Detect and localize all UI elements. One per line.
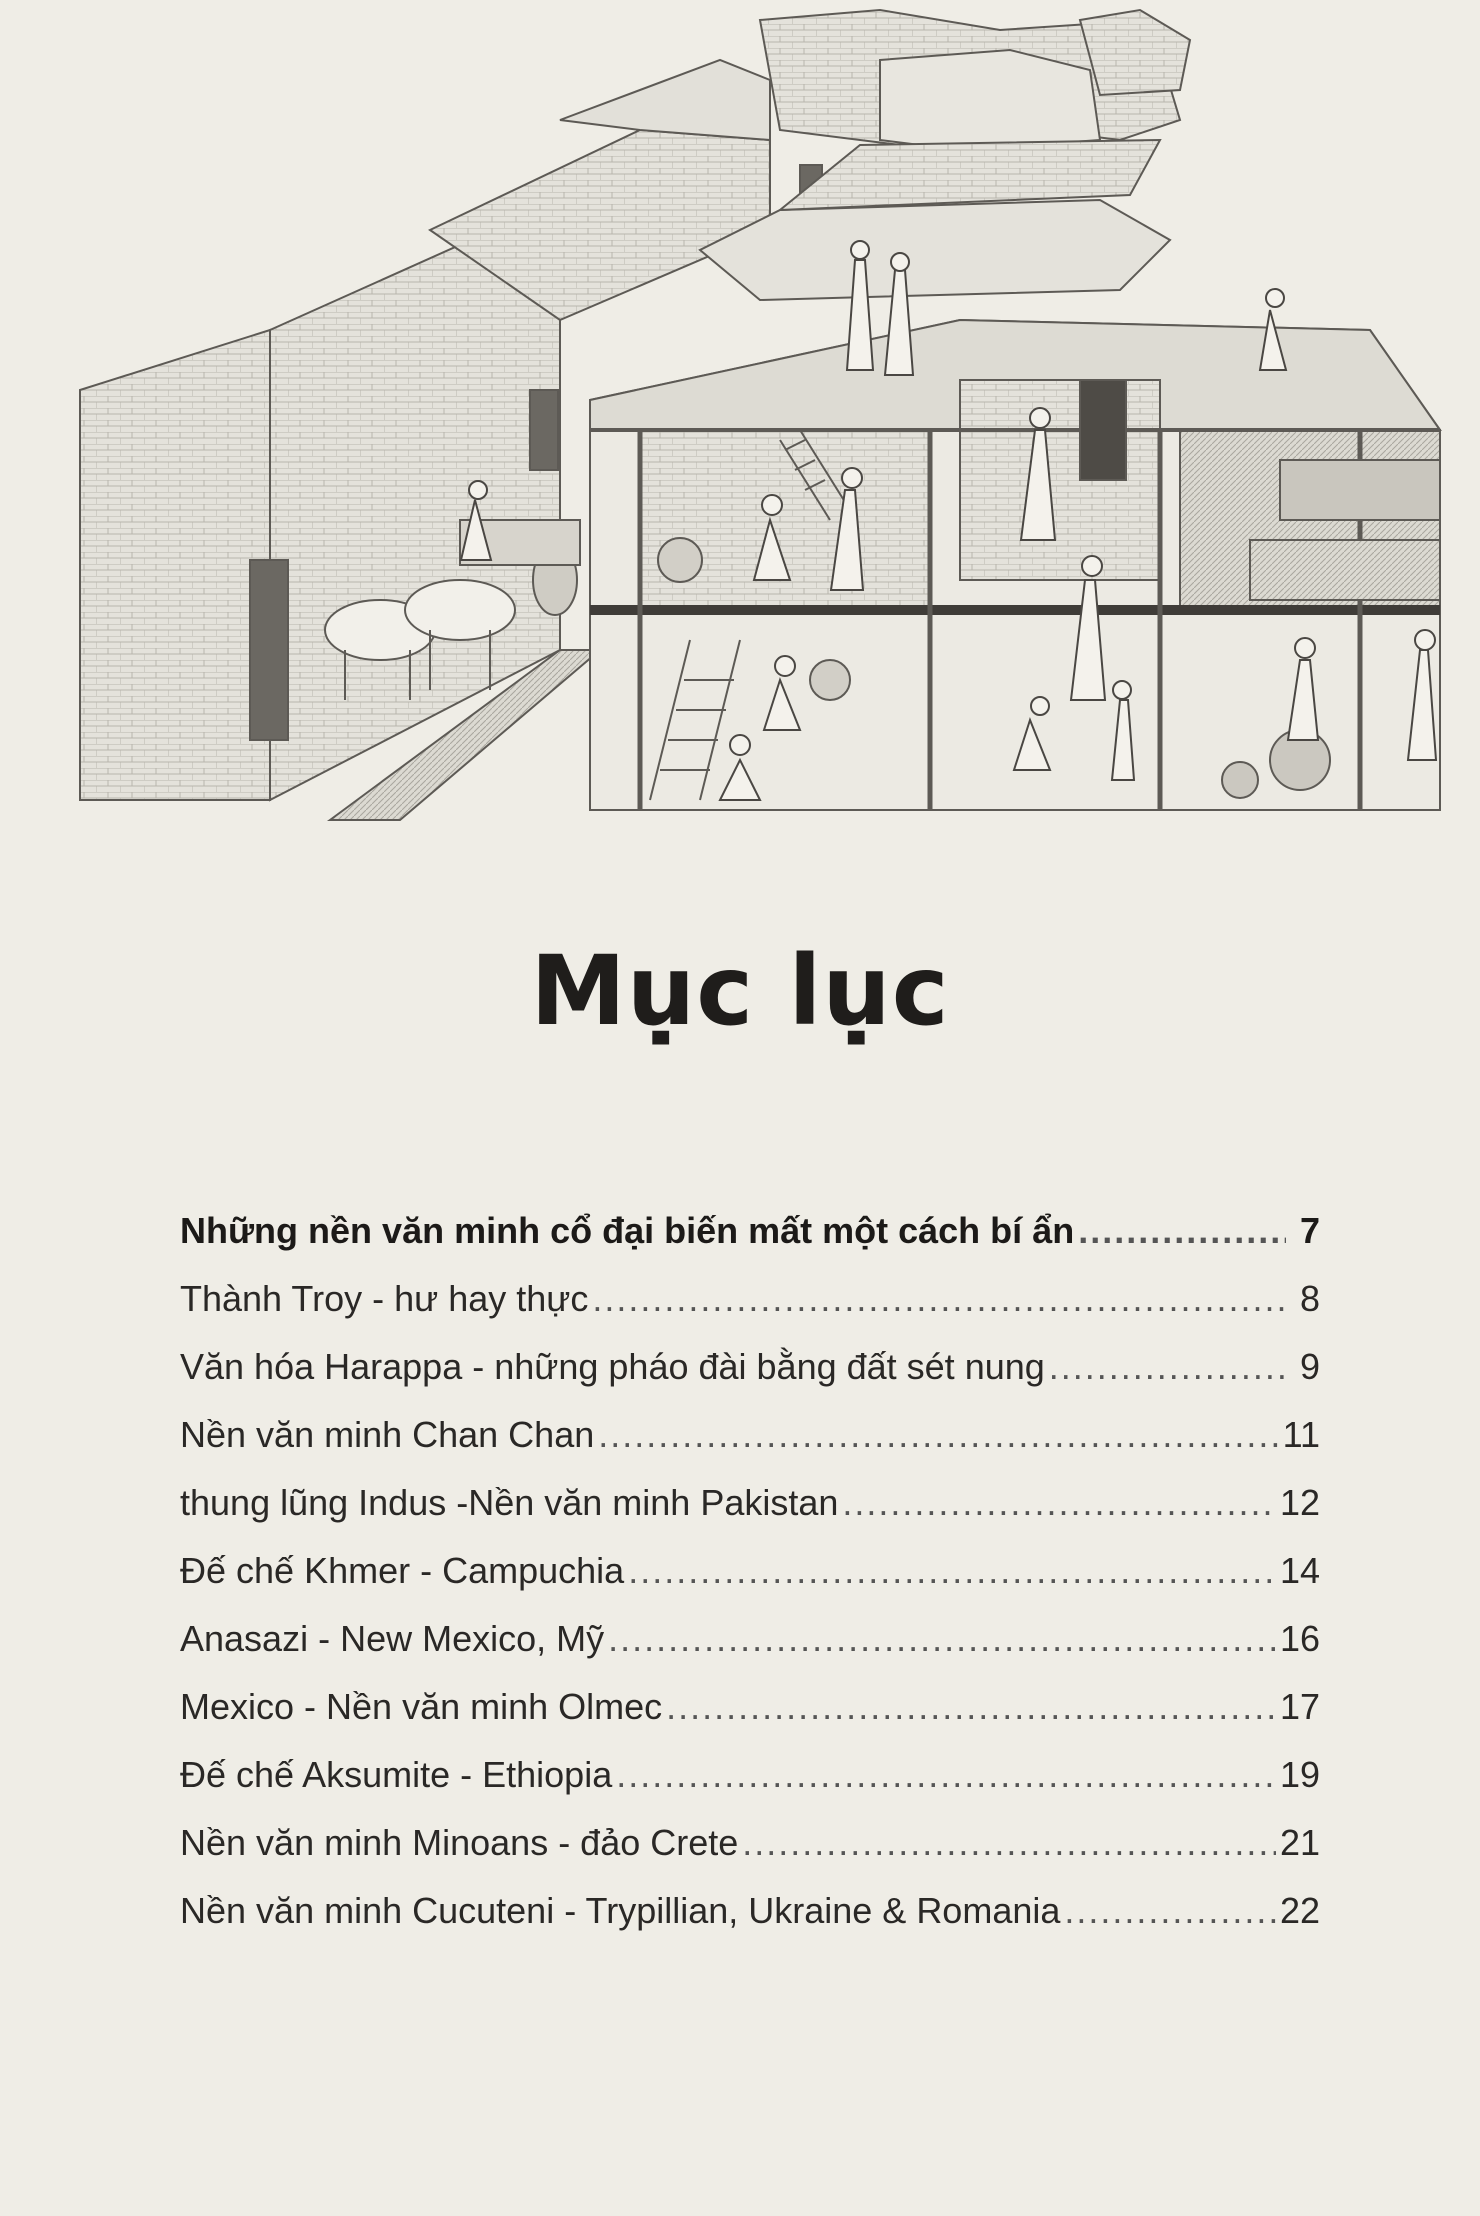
toc-entry-title: Đế chế Aksumite - Ethiopia: [180, 1754, 613, 1795]
toc-leader-dots: [592, 1278, 1286, 1320]
toc-entry-page: 19: [1279, 1754, 1320, 1795]
toc-entry-title: Nền văn minh Minoans - đảo Crete: [180, 1822, 739, 1863]
toc-entry-page: 22: [1279, 1890, 1320, 1931]
toc-leader-dots: [598, 1414, 1278, 1456]
toc-entry[interactable]: [180, 1346, 1320, 1414]
toc-entry-title: Thành Troy - hư hay thực: [180, 1278, 589, 1319]
toc-entry-title: Mexico - Nền văn minh Olmec: [180, 1686, 663, 1727]
ancient-city-illustration: [0, 0, 1480, 850]
toc-entry-title: Anasazi - New Mexico, Mỹ: [180, 1618, 605, 1659]
toc-entry-page: 9: [1299, 1346, 1320, 1387]
toc-entry-page: 7: [1299, 1210, 1320, 1251]
toc-entry[interactable]: [180, 1754, 1320, 1822]
toc-entry-page: 11: [1282, 1414, 1320, 1455]
toc-entry-title: thung lũng Indus -Nền văn minh Pakistan: [180, 1482, 839, 1523]
page-title: Mục lục: [530, 935, 950, 1047]
toc-entry[interactable]: [180, 1278, 1320, 1346]
toc-entry[interactable]: [180, 1618, 1320, 1686]
toc-entry[interactable]: [180, 1822, 1320, 1890]
toc-leader-dots: [842, 1482, 1276, 1524]
toc-leader-dots: [616, 1754, 1276, 1796]
toc-leader-dots: [666, 1686, 1276, 1728]
toc-entry-page: 16: [1279, 1618, 1320, 1659]
toc-entry-title: Đế chế Khmer - Campuchia: [180, 1550, 625, 1591]
toc-leader-dots: [1064, 1890, 1276, 1932]
toc-entry[interactable]: [180, 1686, 1320, 1754]
toc-entry[interactable]: [180, 1414, 1320, 1482]
toc-leader-dots: [1078, 1210, 1286, 1252]
toc-leader-dots: [1049, 1346, 1286, 1388]
toc-entry-title: Nền văn minh Cucuteni - Trypillian, Ukraine & Romania: [180, 1890, 1061, 1931]
toc-leader-dots: [742, 1822, 1276, 1864]
toc-leader-dots: [608, 1618, 1276, 1660]
toc-entry-title: Văn hóa Harappa - những pháo đài bằng đất sét nung: [180, 1346, 1045, 1387]
toc-entry-page: 8: [1299, 1278, 1320, 1319]
toc-entry-page: 12: [1279, 1482, 1320, 1523]
table-of-contents: [180, 1210, 1320, 1958]
toc-entry-page: 21: [1279, 1822, 1320, 1863]
toc-entry[interactable]: [180, 1210, 1320, 1278]
toc-entry-title: Nền văn minh Chan Chan: [180, 1414, 595, 1455]
toc-entry-title: Những nền văn minh cổ đại biến mất một cách bí ẩn: [180, 1210, 1075, 1251]
toc-entry-page: 14: [1279, 1550, 1320, 1591]
toc-entry[interactable]: [180, 1482, 1320, 1550]
toc-entry[interactable]: [180, 1550, 1320, 1618]
toc-leader-dots: [628, 1550, 1276, 1592]
toc-entry[interactable]: [180, 1890, 1320, 1958]
toc-entry-page: 17: [1279, 1686, 1320, 1727]
